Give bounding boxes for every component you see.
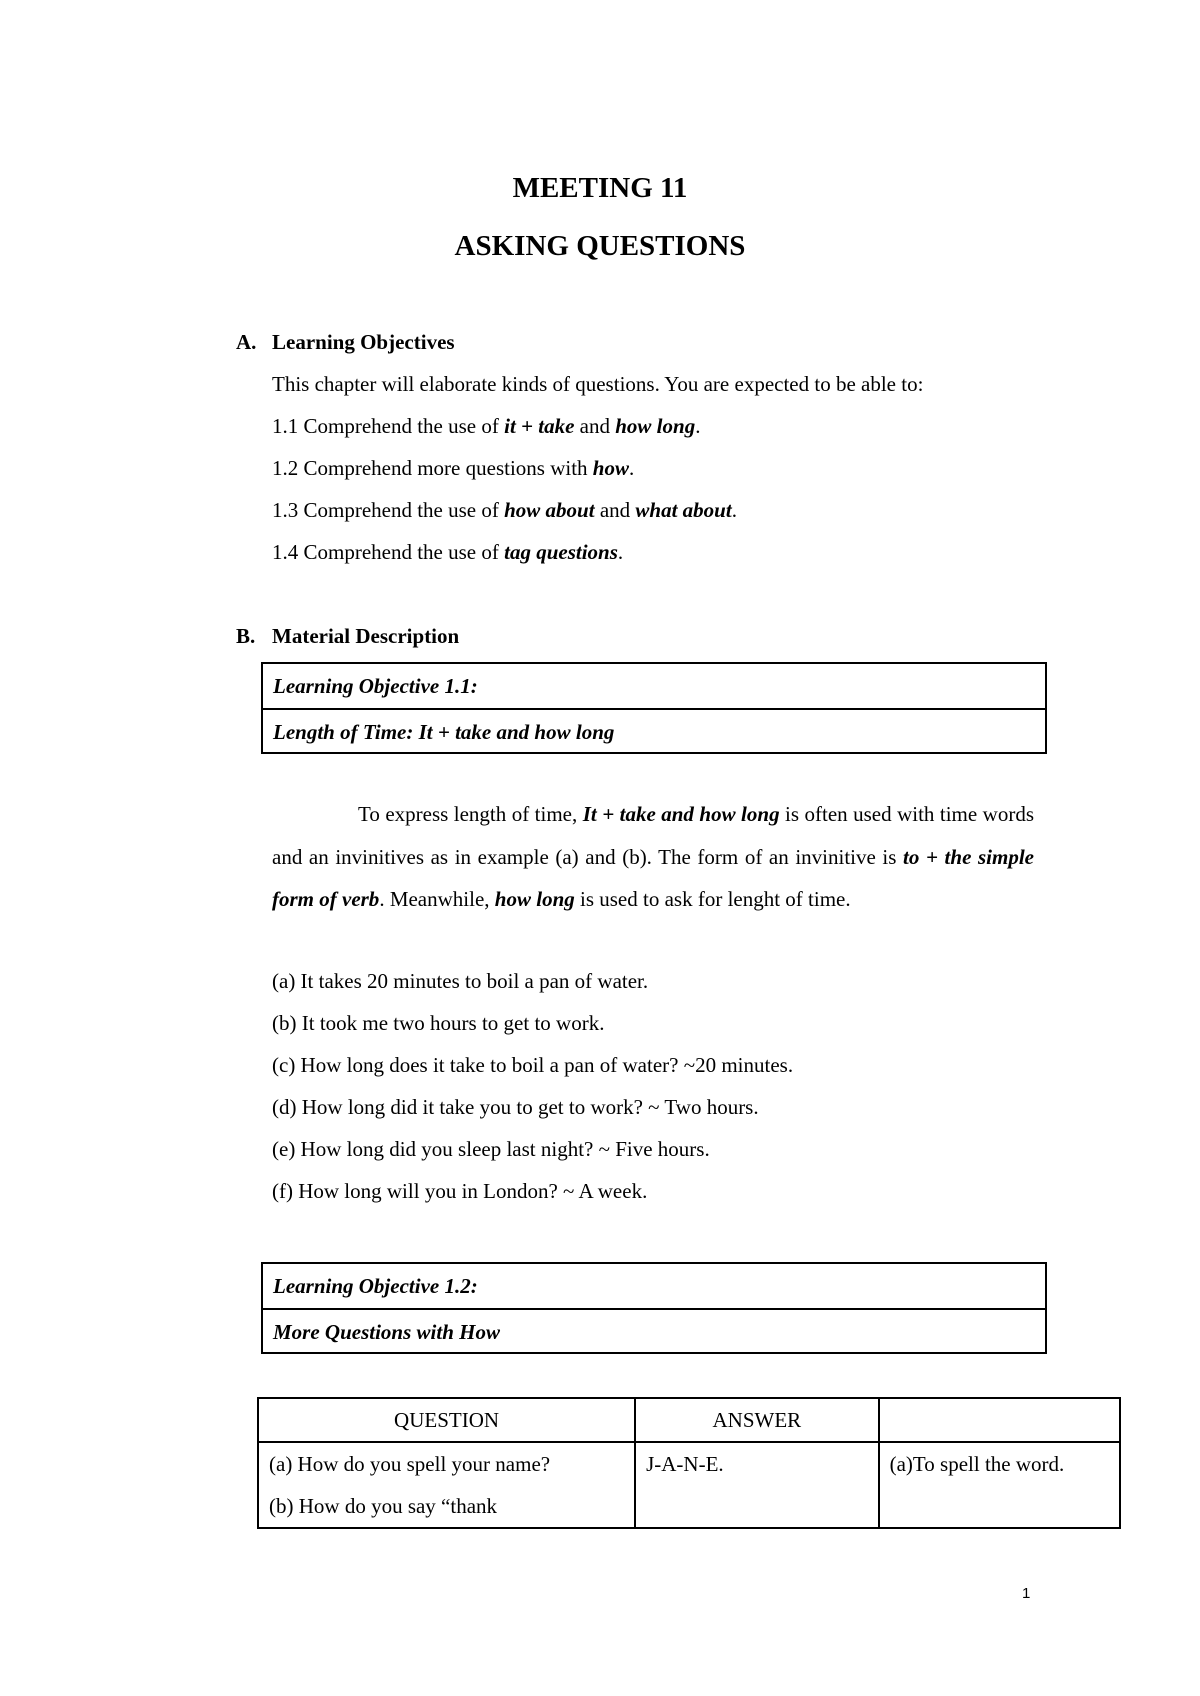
section-b-heading <box>236 624 459 649</box>
example-item: (f) How long will you in London? ~ A week. <box>272 1179 648 1203</box>
section-a-letter: A. <box>236 330 257 354</box>
column-header-answer: ANSWER <box>635 1398 879 1442</box>
note-cell <box>879 1442 1120 1528</box>
questions-table <box>257 1397 1121 1529</box>
note-text: (a)To spell the word. <box>889 1452 1065 1476</box>
objective-1-2-label: Learning Objective 1.2: <box>273 1274 478 1298</box>
explanation-paragraph: To express length of time, It + take and how long is often used with time words and an invinitives as in example (a) and (b). The form of an invinitive is to + the simple form of verb. Meanwhile, how long is used to ask for lenght of time. <box>272 802 1035 911</box>
question-cell <box>258 1442 635 1528</box>
table-header-row <box>258 1398 1120 1442</box>
example-item: (b) It took me two hours to get to work. <box>272 1011 605 1035</box>
section-a-heading <box>236 330 455 355</box>
objective-item: 1.1 Comprehend the use of it + take and how long. <box>272 414 701 438</box>
example-item: (c) How long does it take to boil a pan of water? ~20 minutes. <box>272 1053 794 1077</box>
objective-1-2-box <box>261 1262 1047 1354</box>
example-item: (e) How long did you sleep last night? ~ Five hours. <box>272 1137 710 1161</box>
meeting-title: MEETING 11 <box>512 172 688 204</box>
page-number: 1 <box>1022 1585 1031 1602</box>
section-b-title: Material Description <box>272 624 460 648</box>
objective-1-1-label: Learning Objective 1.1: <box>273 674 478 698</box>
column-header-note <box>879 1398 1120 1442</box>
objective-1-1-box <box>261 662 1047 754</box>
chapter-title: ASKING QUESTIONS <box>454 230 746 262</box>
objective-item: 1.4 Comprehend the use of tag questions. <box>272 540 624 564</box>
question-b: (b) How do you say “thank <box>269 1494 498 1518</box>
objective-item: 1.3 Comprehend the use of how about and what about. <box>272 498 737 522</box>
answer-text: J-A-N-E. <box>646 1452 724 1476</box>
section-a-intro: This chapter will elaborate kinds of questions. You are expected to be able to: <box>272 372 924 396</box>
section-b-letter: B. <box>236 624 256 648</box>
section-a-title: Learning Objectives <box>272 330 455 354</box>
objective-1-2-topic: More Questions with How <box>263 1308 1045 1352</box>
objective-1-1-topic: Length of Time: It + take and how long <box>263 708 1045 752</box>
question-a: (a) How do you spell your name? <box>269 1452 551 1476</box>
objective-item: 1.2 Comprehend more questions with how. <box>272 456 635 480</box>
table-row <box>258 1442 1120 1528</box>
example-item: (d) How long did it take you to get to work? ~ Two hours. <box>272 1095 759 1119</box>
column-header-question: QUESTION <box>258 1398 635 1442</box>
answer-cell <box>635 1442 879 1528</box>
example-item: (a) It takes 20 minutes to boil a pan of water. <box>272 969 649 993</box>
